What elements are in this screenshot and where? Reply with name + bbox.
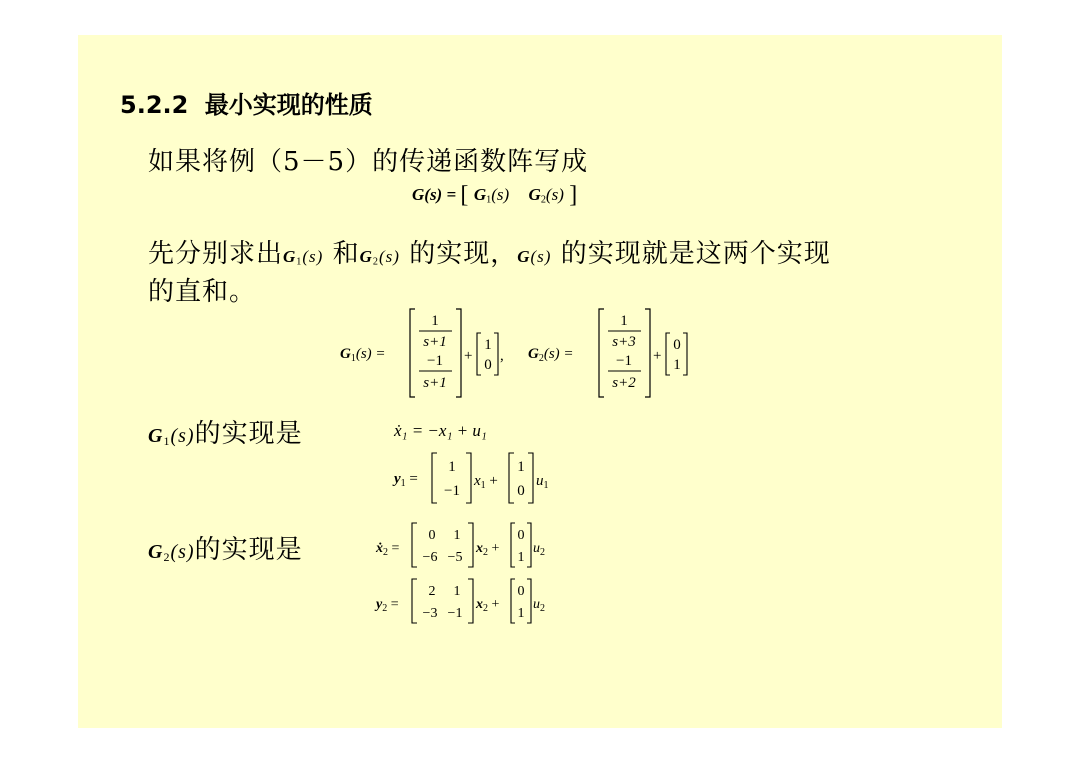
real2-c-bracket-right <box>468 579 473 623</box>
eq2-d1-bracket-left <box>477 333 481 375</box>
paragraph-line-2: 的直和。 <box>148 277 257 307</box>
real2-b-u-term: $u_2$ <box>533 541 545 558</box>
equation-g1-g2-matrices <box>338 303 698 403</box>
svg-text:G2(s) = <box>528 346 574 364</box>
eq2-g1-num1: 1 <box>431 313 439 329</box>
section-title: 最小实现的性质 <box>204 91 373 119</box>
real1-d-bracket-right <box>528 453 533 503</box>
para-part4: 的实现就是这两个实现 <box>560 239 831 269</box>
section-heading <box>120 85 373 120</box>
eq2-g1-arg: (s) = <box>355 346 386 362</box>
realization-2-label <box>148 529 303 566</box>
eq2-g2-plus: + <box>653 348 662 364</box>
intro-line: 如果将例（5－5）的传递函数阵写成 <box>148 147 589 177</box>
paragraph-line-1 <box>148 233 831 270</box>
real2-a-bracket-left <box>412 523 417 567</box>
equation-g-definition <box>412 182 577 209</box>
real2-label-text: 的实现是 <box>194 535 303 565</box>
real1-label-arg: (s) <box>170 425 195 447</box>
eq2-g2-den1: s+3 <box>612 334 636 350</box>
real2-a-01: 1 <box>453 528 461 543</box>
real2-d-bracket-right <box>527 579 531 623</box>
para-g2: G <box>359 247 373 266</box>
eq2-g1-bracket-left <box>410 309 415 397</box>
eq2-g2-bracket-left <box>599 309 604 397</box>
real1-u-term: $u_1$ <box>536 473 549 491</box>
real1-y: y <box>394 471 401 487</box>
para-part1: 先分别求出 <box>148 239 284 269</box>
eq2-g2-bracket-right <box>645 309 650 397</box>
real1-y-sub: 1 <box>400 478 406 489</box>
eq1-g1: G <box>473 185 487 204</box>
real1-c-0: 1 <box>448 459 456 475</box>
real2-label-sub: 2 <box>163 550 171 564</box>
eq2-g2-lhs: G <box>528 346 539 362</box>
para-part3: 的实现， <box>409 239 518 269</box>
eq1-g2-arg: (s) <box>545 185 564 204</box>
eq2-g1-bracket-right <box>456 309 461 397</box>
eq2-d2-bracket-right <box>683 333 687 375</box>
real1-c-1: −1 <box>444 483 460 499</box>
real2-a-x-term: $x_2$ + <box>476 541 500 558</box>
section-number: 5.2.2 <box>120 91 189 119</box>
eq2-g1-sub: 1 <box>350 353 356 364</box>
real2-b-bracket-left <box>511 523 515 567</box>
real1-d-1: 0 <box>517 483 525 499</box>
para-g-arg: (s) <box>530 247 552 266</box>
eq2-d1-0: 1 <box>484 337 492 353</box>
real1-output-equation <box>392 449 572 507</box>
para-part2: 和 <box>332 239 360 269</box>
eq2-d2-1: 1 <box>673 357 681 373</box>
svg-text:G1(s) = <box>340 346 386 364</box>
real1-label-sub: 1 <box>163 434 171 448</box>
real2-a-10: −6 <box>422 550 438 565</box>
real1-label-g: G <box>148 425 164 447</box>
real2-c-00: 2 <box>428 584 436 599</box>
real1-d-0: 1 <box>517 459 525 475</box>
eq2-g1-plus: + <box>464 348 473 364</box>
eq2-d2-bracket-left <box>666 333 670 375</box>
slide <box>78 35 1002 728</box>
eq1-g2: G <box>528 185 541 204</box>
eq2-d2-0: 0 <box>673 337 681 353</box>
real2-xdot-lhs: ẋ$_2$ = <box>376 541 400 558</box>
eq2-g1-num2: −1 <box>427 353 443 369</box>
eq1-g1-arg: (s) <box>491 185 510 204</box>
real1-c-bracket-right <box>466 453 471 503</box>
real2-c-11: −1 <box>447 606 463 621</box>
real2-c-bracket-left <box>412 579 417 623</box>
real2-b-bracket-right <box>527 523 531 567</box>
eq2-comma: , <box>500 348 504 364</box>
eq1-left-bracket: [ <box>460 182 469 208</box>
real2-d-u-term: $u_2$ <box>533 597 545 614</box>
eq2-d1-1: 0 <box>484 357 492 373</box>
eq2-g1-lhs: G <box>340 346 351 362</box>
real1-x-term: $x_1$ + <box>474 473 498 491</box>
eq2-g2-arg: (s) = <box>543 346 574 362</box>
eq2-g2-sub: 2 <box>538 353 544 364</box>
real1-d-bracket-left <box>509 453 514 503</box>
eq1-lhs: G(s) = <box>412 185 461 204</box>
real2-c-01: 1 <box>453 584 461 599</box>
real2-a-bracket-right <box>468 523 473 567</box>
real2-a-00: 0 <box>428 528 436 543</box>
real2-d-0: 0 <box>517 584 525 599</box>
para-g1: G <box>283 247 297 266</box>
real2-c-10: −3 <box>422 606 438 621</box>
para-g2-sub: 2 <box>372 256 379 268</box>
real2-label-g: G <box>148 541 164 563</box>
para-g1-sub: 1 <box>296 256 303 268</box>
real2-c-x-term: $x_2$ + <box>476 597 500 614</box>
eq2-g2-num1: 1 <box>620 313 628 329</box>
real2-y-lhs: $y_2$ = <box>376 597 399 614</box>
realization-1-label <box>148 413 303 450</box>
svg-text:y1 =: $y_1$ = <box>394 471 418 489</box>
eq1-g1-sub: 1 <box>486 194 492 206</box>
eq2-g1-den1: s+1 <box>423 334 447 350</box>
real2-a-11: −5 <box>447 550 463 565</box>
eq2-g2-den2: s+2 <box>612 375 636 391</box>
para-g: G <box>517 247 531 266</box>
real2-label-arg: (s) <box>170 541 195 563</box>
para-g1-arg: (s) <box>302 247 324 266</box>
real2-b-1: 1 <box>517 550 525 565</box>
real2-b-0: 0 <box>517 528 525 543</box>
eq2-g2-num2: −1 <box>616 353 632 369</box>
real2-d-1: 1 <box>517 606 525 621</box>
para-g2-arg: (s) <box>379 247 400 266</box>
eq1-g2-sub: 2 <box>540 194 546 206</box>
eq1-right-bracket: ] <box>569 182 578 208</box>
eq2-d1-bracket-right <box>494 333 498 375</box>
real2-d-bracket-left <box>511 579 515 623</box>
real1-state-equation: ẋ₁ = −x₁ + u₁ <box>394 421 487 440</box>
real1-label-text: 的实现是 <box>194 419 303 449</box>
real1-c-bracket-left <box>432 453 437 503</box>
real2-equations <box>374 519 604 631</box>
eq2-g1-den2: s+1 <box>423 375 447 391</box>
